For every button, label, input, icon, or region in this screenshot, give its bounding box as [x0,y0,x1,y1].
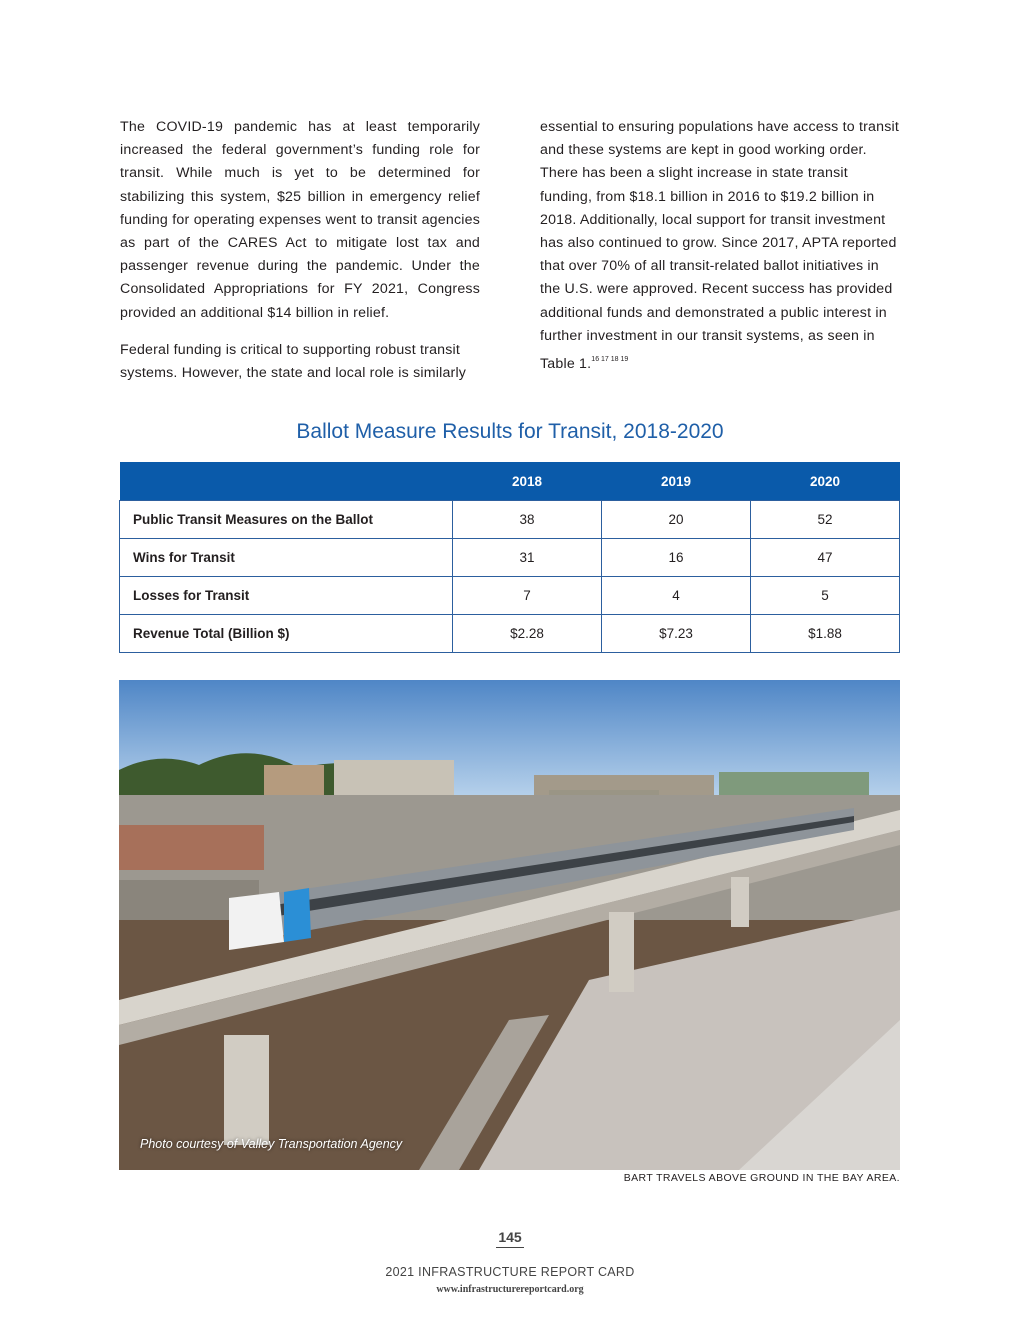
table-cell: 47 [751,539,900,577]
page-number-text: 145 [496,1229,523,1248]
table-cell: 5 [751,577,900,615]
row-label: Losses for Transit [120,577,453,615]
table-cell: 38 [453,501,602,539]
table-row [120,539,900,577]
column-header: 2018 [453,462,602,501]
table-cell: 31 [453,539,602,577]
column-header [120,462,453,501]
viaduct-column [224,1035,269,1145]
paragraph [540,116,900,376]
report-url[interactable]: www.infrastructurereportcard.org [436,1284,584,1295]
paragraph-text: essential to ensuring populations have access to transit and these systems are kept in good working order. There has been a slight increase in state transit funding, from $18.1 billion in 2016 to $19.2 billion in 2018. Additionally, local support for transit investment has also continued to grow. Since 2017, APTA reported that over 70% of all transit-related ballot initiatives in the U.S. were approved. Recent success has provided additional funds and demonstrated a public interest in further investment in our transit systems, as seen in Table 1. [540,119,900,373]
page-number [0,1229,1020,1245]
row-label: Wins for Transit [120,539,453,577]
right-text-column [540,116,900,376]
left-text-column [120,116,480,385]
paragraph: Federal funding is critical to supporting robust transit systems. However, the state and local role is similarly [120,341,467,382]
viaduct-column [731,877,749,927]
train-cab [229,892,284,950]
table-cell: $7.23 [602,615,751,653]
photo-illustration [119,680,900,1170]
table-row [120,577,900,615]
train-stripe [284,888,311,942]
table-cell: 20 [602,501,751,539]
shed-roof [119,825,264,870]
table-row [120,615,900,653]
station-canopy [719,772,869,797]
column-header: 2020 [751,462,900,501]
table-title: Ballot Measure Results for Transit, 2018-2020 [296,420,724,443]
table-cell: 52 [751,501,900,539]
table-cell: 16 [602,539,751,577]
footnote-refs: 16 17 18 19 [591,356,629,364]
table-cell: $2.28 [453,615,602,653]
table-header-row [120,462,900,501]
bart-train-photo [119,680,900,1170]
report-title: 2021 INFRASTRUCTURE REPORT CARD [385,1265,635,1279]
paragraph: The COVID-19 pandemic has at least temporarily increased the federal government’s funding role for transit. While much is yet to be determined for stabilizing this system, $25 billion in emergency relief funding for operating expenses went to transit agencies as part of the CARES Act to mitigate lost tax and passenger revenue during the pandemic. Under the Consolidated Appropriations for FY 2021, Congress provided an additional $14 billion in relief. [120,119,480,321]
table-cell: 7 [453,577,602,615]
photo-caption: BART TRAVELS ABOVE GROUND IN THE BAY AREA. [623,1172,900,1184]
viaduct-column [609,912,634,992]
table-cell: $1.88 [751,615,900,653]
photo-credit: Photo courtesy of Valley Transportation Agency [140,1137,403,1151]
table-row [120,501,900,539]
row-label: Revenue Total (Billion $) [120,615,453,653]
table-cell: 4 [602,577,751,615]
row-label: Public Transit Measures on the Ballot [120,501,453,539]
ballot-measure-table [119,462,900,653]
column-header: 2019 [602,462,751,501]
